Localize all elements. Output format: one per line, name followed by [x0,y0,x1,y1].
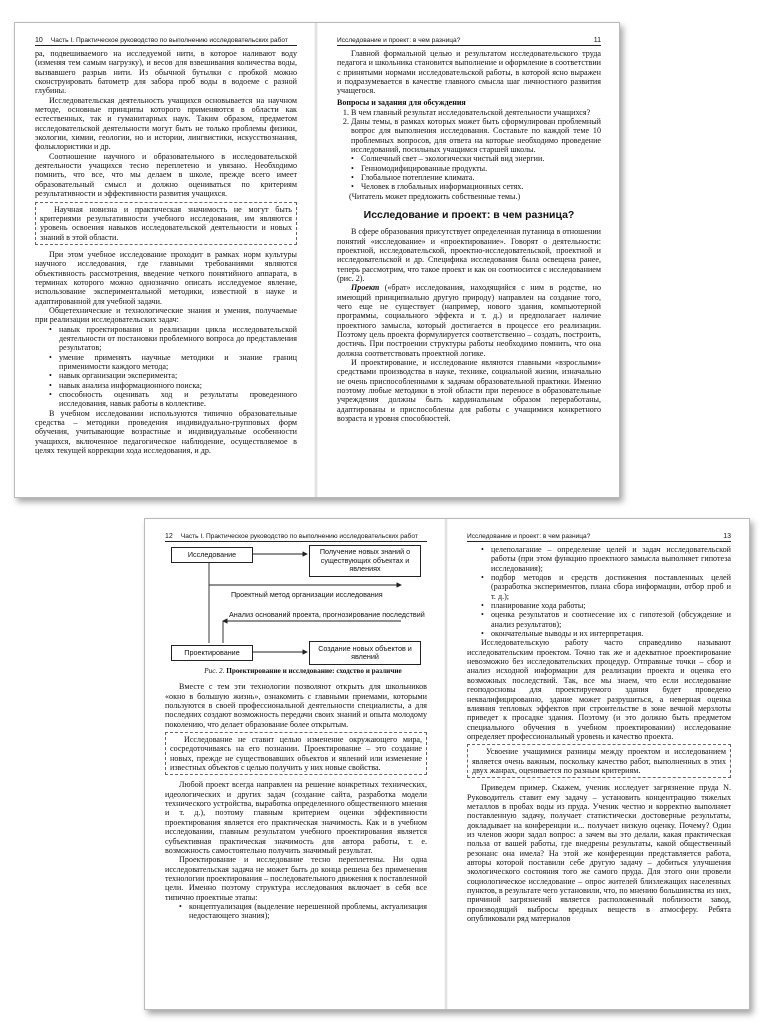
caption-text: Проектирование и исследование: сходство и различие [226,667,402,675]
figure-caption [165,667,427,676]
running-head-title: Исследование и проект: в чем разница? [337,37,461,44]
highlight-text: Усвоение учащимися разницы между проектом и исследованием является очень важным, поскольку качество работ, выполненных в этих двух жанрах, оценивается по разным критериям. [472,747,726,775]
page-number: 12 [165,533,173,540]
research-box: Исследование [171,547,253,563]
skills-list [35,325,297,409]
page-number: 13 [723,533,731,540]
stages-list [467,545,731,638]
questions-list [337,108,601,155]
paragraph: Общетехнические и технологические знания и умения, получаемые при реализации исследовательских задач: [35,305,297,325]
paragraph: Вместе с тем эти технологии позволяют открыть для школьников «окно в большую жизнь», ознакомить с главными приемами, которыми пользуются в своей профессиональной деятельности специалисты, а для последних создают возможность передачи своих знаний и опыта молодому поколению, что делает образование более открытым. [165,682,427,729]
paragraph: Соотношение научного и образовательного в исследовательской деятельности учащихся тесно переплетено и увязано. Необходимо помнить, что все, что мы делаем в школе, прежде всего имеет образовательный смысл и должно оцениваться по критериям результативности и эффективности развития учащихся. [35,151,297,199]
paragraph [337,283,601,358]
list-item: • навык организации эксперимента; [59,371,297,380]
paragraph: Проектирование и исследование тесно переплетены. Ни одна исследовательская задача не может быть до конца решена без применения технологии проектирования – последовательного движения к поставленной цели. Именно поэтому структура исследования включает в себя все типично проектные этапы: [165,855,428,902]
running-head [165,528,427,542]
running-head-title: Часть I. Практическое руководство по выполнению исследовательских работ [180,533,418,540]
page-12 [145,519,445,1009]
list-item: • планирование хода работы; [491,601,731,610]
paragraph: При этом учебное исследование проходит в рамках норм культуры научного исследования, где главными требованиями являются объективность рассмотрения, введение четкого понятийного аппарата, в терминах которого можно однозначно описать исследуемое явление, использование экспериментальной методики, известной в науке и адаптированной для учебной задачи. [35,249,297,306]
highlight-text: Научная новизна и практическая значимость не могут быть критериями результативности учебного исследования, им являются уровень освоения навыков исследовательской деятельности и новых знаний в этой области. [40,204,292,242]
running-head [337,32,601,46]
page-body [337,49,601,491]
list-item: • Глобальное потепление климата. [361,173,601,182]
list-item: • навык анализа информационного поиска; [59,381,297,390]
list-item: • целеполагание – определение целей и задач исследовательской работы (при этом функцию проектного замысла выполняет гипотеза исследования); [491,545,731,573]
page-number: 11 [593,37,601,44]
topics-list [337,154,601,191]
paragraph: Исследовательскую работу часто справедливо называют исследовательским проектом. Точно так же и адекватное проектирование невозможно без исследовательских процедур. Отправные точки – сбор и анализ исходной информации для реализации проекта и оценка его возможных последствий. Так, все мы знаем, что если исследование геоподосновы для проектируемого здания будет проведено неквалифицированно, здание может разрушиться, а неверная оценка влияния тепловых эффектов при строительстве в зоне вечной мерзлоты приведет к просадке здания. Поэтому (и это должно быть предметом специального обучения в учебном проектировании) исследование определяет профессиональный уровень и качество проекта. [467,638,731,741]
list-item: • умение применять научные методики и знание границ применимости каждого метода; [59,353,297,372]
highlight-box [35,202,297,245]
questions-heading: Вопросы и задания для обсуждения [337,97,466,107]
paragraph: Главной формальной целью и результатом исследовательского труда педагога и школьника становится выполнение и оформление в соответствии с принятыми нормами исследовательской работы, в которой ясно выражен и подразумевается в качестве главного смысла шаг личностного развития учащегося. [337,49,601,96]
highlight-box [467,744,731,778]
running-head [35,32,297,46]
question-item: 2. Даны темы, в рамках которых может быть сформулирован проблемный вопрос для выполнения исследования. Составьте по каждой теме 10 проблемных вопросов, для ответа на которые необходимо проведение исследований, посильных учащимся старшей школы. [351,117,601,154]
list-item: • оценка результатов и соотнесение их с гипотезой (обсуждение и анализ результатов); [491,610,731,629]
paragraph: ра, подвешиваемого на исследуемой нити, в которое наливают воду (изменяя тем самым нагрузку), и весов для взвешивания количества воды, вызвавшего разрыв нити. Из обычной бутылки с пробкой можно сконструировать батометр для забора проб воды в водоеме с разной глубины. [35,49,297,96]
page-body [35,49,297,491]
caption-prefix: Рис. 2. [204,667,225,675]
page-13 [447,519,749,1009]
running-head [467,528,731,542]
page-body [165,545,427,1003]
list-item: • концептуализация (выделение нерешенной проблемы, актуализация недостающего знания); [189,902,427,921]
list-item: • способность оценивать ход и результаты проведенного исследования, навык работы в коллективе. [59,390,297,409]
section-title: Исследование и проект: в чем разница? [363,209,575,222]
page-body [467,545,731,1003]
highlight-box [165,732,427,775]
page-10 [15,23,315,497]
paragraph: Исследовательская деятельность учащихся основывается на научном методе, основные принципы которого применяются в области как естественных, так и гуманитарных наук. Таким образом, предметом исследовательской деятельности могут быть не только проблемы физики, экологии, химии, геологии, но и истории, лингвистики, искусствознания, фольклористики и др. [35,95,297,152]
list-item: • окончательные выводы и их интерпретация. [491,629,731,638]
topics-note: (Читатель может предложить собственные темы.) [349,191,521,201]
design-result-box: Создание новых объектов и явлений [309,641,421,665]
list-item: • Генномодифицированные продукты. [361,164,601,173]
term-project: Проект [351,283,380,293]
highlight-text: Исследование не ставит целью изменение окружающего мира, сосредоточиваясь на его познании. Проектирование – это создание новых, прежде не существовавших объектов и явлений или изменение известных объектов с целью получить у них новые свойства. [170,735,422,773]
page-11 [317,23,619,497]
design-box: Проектирование [171,645,253,661]
paragraph: Приведем пример. Скажем, ученик исследует загрязнение пруда N. Руководитель ставит ему задачу – установить концентрацию тяжелых металлов в пробах воды из пруда. Ученик честно и корректно выполняет поставленную задачу, получает статистически достоверные результаты, докладывает на конференции и... получает низкую оценку. Почему? Один из членов жюри задал вопрос: а зачем вы это делали, какая практическая польза от вашей работы, где внедрены результаты, какой общественный резонанс она имела? На этой же конференции представляется работа, авторы которой поставили себе другую задачу – добиться улучшения экологического состояния того же самого пруда. Для этого они провели социологическое исследование – опрос жителей близлежащих населенных пунктов, в результате чего установили, что, по мнению большинства из них, причиной загрязнений является расположенный поблизости завод, производящий выбросы вредных веществ в атмосферу. Ребята опубликовали ряд материалов [467,783,731,924]
figure-diagram [165,545,427,663]
stages-list [165,902,427,921]
running-head-title: Часть I. Практическое руководство по выполнению исследовательских работ [50,37,288,44]
list-item: • подбор методов и средств достижения поставленных целей (разработка экспериментов, плана сбора информации, отбор проб и т. д.); [491,573,731,601]
running-head-title: Исследование и проект: в чем разница? [467,533,591,540]
bottom-spread [144,518,750,1010]
research-result-box: Получение новых знаний о существующих объектах и явлениях [309,545,421,577]
paragraph: И проектирование, и исследование являются главными «взрослыми» средствами производства в науке, технике, социальной жизни, изначально не очень приспособленными к задачам образовательной практики. Именно поэтому любые методики в этой области при переносе в образовательные учреждения должны быть кардинальным образом переработаны, адаптированы и приспособлены для работы с учащимися конкретного возраста и уровня способностей. [337,357,601,424]
paragraph: В учебном исследовании используются типично образовательные средства – методики проведения индивидуально-групповых форм обучения, учитывающие возрастные и индивидуальные особенности учащихся, включенное педагогическое наблюдение, осуществляемое в целях текущей коррекции хода исследования, и др. [35,408,297,456]
list-item: • Человек в глобальных информационных сетях. [361,182,601,191]
list-item: • Солнечный свет – экологически чистый вид энергии. [361,154,601,163]
paragraph-text: («брат» исследования, находящийся с ним в родстве, но имеющий принципиально другую природу) направлен на создание того, чего еще не существует (например, нового здания, компьютерной программы, социального эффекта и т. д.) и предполагает наличие проектного замысла, который достигается в процессе его реализации. Поэтому цель проекта формулируется соответственно – создать, построить, достичь. При построении структуры работы необходимо помнить, что она должна соответствовать проектной логике. [337,283,601,358]
top-spread [14,22,620,498]
question-item: 1. В чем главный результат исследовательской деятельности учащихся? [351,108,601,117]
method-label: Проектный метод организации исследования [231,590,383,599]
page-number: 10 [35,37,43,44]
analysis-label: Анализ оснований проекта, прогнозирование последствий [229,610,425,619]
paragraph: Любой проект всегда направлен на решение конкретных технических, идеологических и других задач (создание сайта, разработка модели технического устройства, выработка определенного общественного мнения и т. д.), поэтому главным критерием оценки эффективности проектирования является его практическая значимость. Как и в учебном исследовании, главным результатом учебного проектирования является субъективная практическая значимость для автора работы, т. е. возможность самостоятельно получить значимый результат. [165,780,427,855]
list-item: • навык проектирования и реализации цикла исследовательской деятельности от постановки проблемного вопроса до представления результатов; [59,325,297,353]
paragraph: В сфере образования присутствует определенная путаница в отношении понятий «исследование» и «проектирование». Говорят о деятельности: проектной, исследовательской, проектно-исследовательской, проектной и исследовательской и др. Специфика исследования была освещена ранее, теперь рассмотрим, что такое проект и как он соотносится с исследованием (рис. 2). [337,227,601,283]
